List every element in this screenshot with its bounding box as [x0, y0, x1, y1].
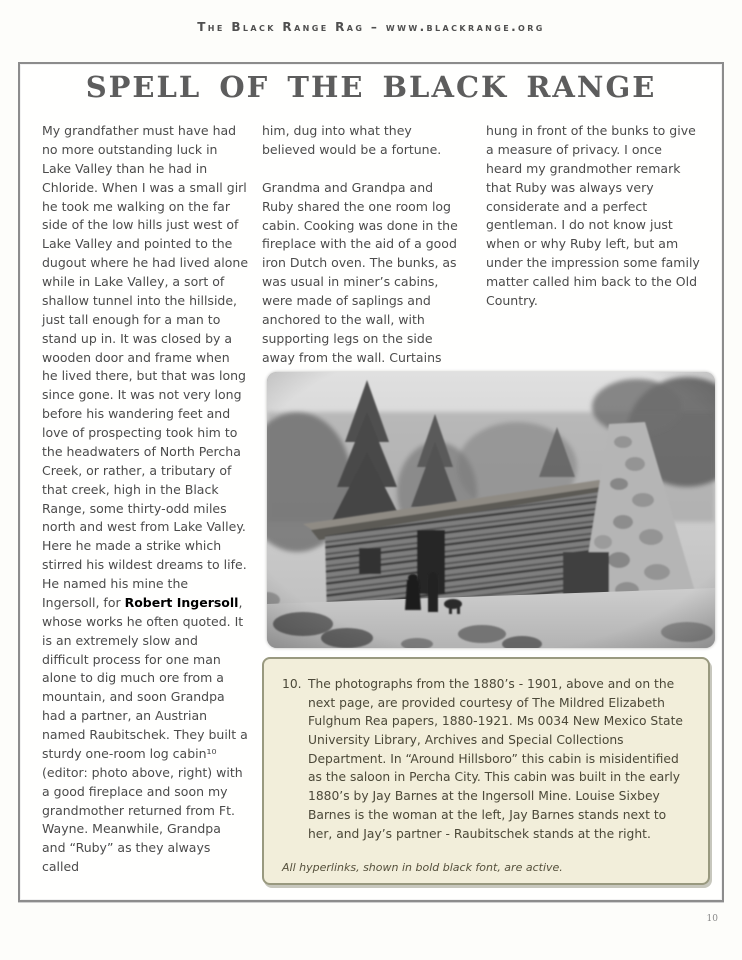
column2-paragraph-1: him, dug into what they believed would be a fortune.: [262, 123, 442, 157]
page-title: SPELL OF THE BLACK RANGE: [85, 70, 657, 104]
footnote-number: 10.: [282, 677, 302, 691]
page-number: 10: [706, 914, 718, 924]
column3-paragraph-1: hung in front of the bunks to give a measure of privacy. I once heard my grandmother remark that Ruby was always very considerate and a perfect gentleman. I do not know just when or why Ruby left, but am under the impression some family matter called him back to the Old Country.: [486, 123, 700, 308]
footnote: [282, 675, 690, 843]
column1-text-before-link: My grandfather must have had no more outstanding luck in Lake Valley than he had in Chloride. When I was a small girl he took me walking on the far side of the low hills just west of Lake Valley and pointed to the dugout where he had lived alone while in Lake Valley, a sort of shallow tunnel into the hillside, just tall enough for a man to stand up in. It was closed by a wooden door and frame when he lived there, but that was long since gone. It was not very long before his wandering feet and love of prospecting took him to the headwaters of North Percha Creek, or rather, a tributary of that creek, high in the Black Range, some thirty-odd miles north and west from Lake Valley. Here he made a strike which stirred his wildest dreams to life. He named his mine the Ingersoll, for: [42, 123, 249, 610]
masthead: The Black Range Rag – www.blackrange.org: [197, 20, 545, 34]
column1-paragraph: [42, 122, 248, 877]
article-column-1: [42, 122, 248, 896]
photo-vignette: [267, 372, 715, 648]
article-column-2: [262, 122, 468, 387]
page-frame: [18, 62, 724, 902]
article-column-3: [486, 122, 702, 330]
column1-text-after-link: , whose works he often quoted. It is an extremely slow and difficult process for one man alone to dig much ore from a mountain, and soon Grandpa had a partner, an Austrian named Raubitschek. They built a sturdy one-room log cabin¹⁰ (editor: photo above, right) with a good fireplace and soon my grandmother returned from Ft. Wayne. Meanwhile, Grandpa and “Ruby” as they always called: [42, 594, 248, 875]
column2-paragraph-2: Grandma and Grandpa and Ruby shared the one room log cabin. Cooking was done in the fireplace with the aid of a good iron Dutch oven. The bunks, as was usual in miner’s cabins, were made of saplings and anchored to the wall, with supporting legs on the side away from the wall. Curtains: [262, 179, 458, 365]
log-cabin-photograph: [267, 372, 715, 648]
robert-ingersoll-link[interactable]: Robert Ingersoll: [124, 594, 239, 610]
footnote-box: [262, 657, 710, 885]
cabin-photo-illustration: [267, 372, 715, 648]
hyperlinks-note: All hyperlinks, shown in bold black font, are active.: [282, 861, 563, 875]
footnote-text: The photographs from the 1880’s - 1901, above and on the next page, are provided courtesy of The Mildred Elizabeth Fulghum Rea papers, 1880-1921. Ms 0034 New Mexico State University Library, Archives and Special Collections Department. In “Around Hillsboro” this cabin is misidentified as the saloon in Percha City. This cabin was built in the early 1880’s by Jay Barnes at the Ingersoll Mine. Louise Sixbey Barnes is the woman at the left, Jay Barnes stands next to her, and Jay’s partner - Raubitschek stands at the right.: [308, 677, 683, 841]
